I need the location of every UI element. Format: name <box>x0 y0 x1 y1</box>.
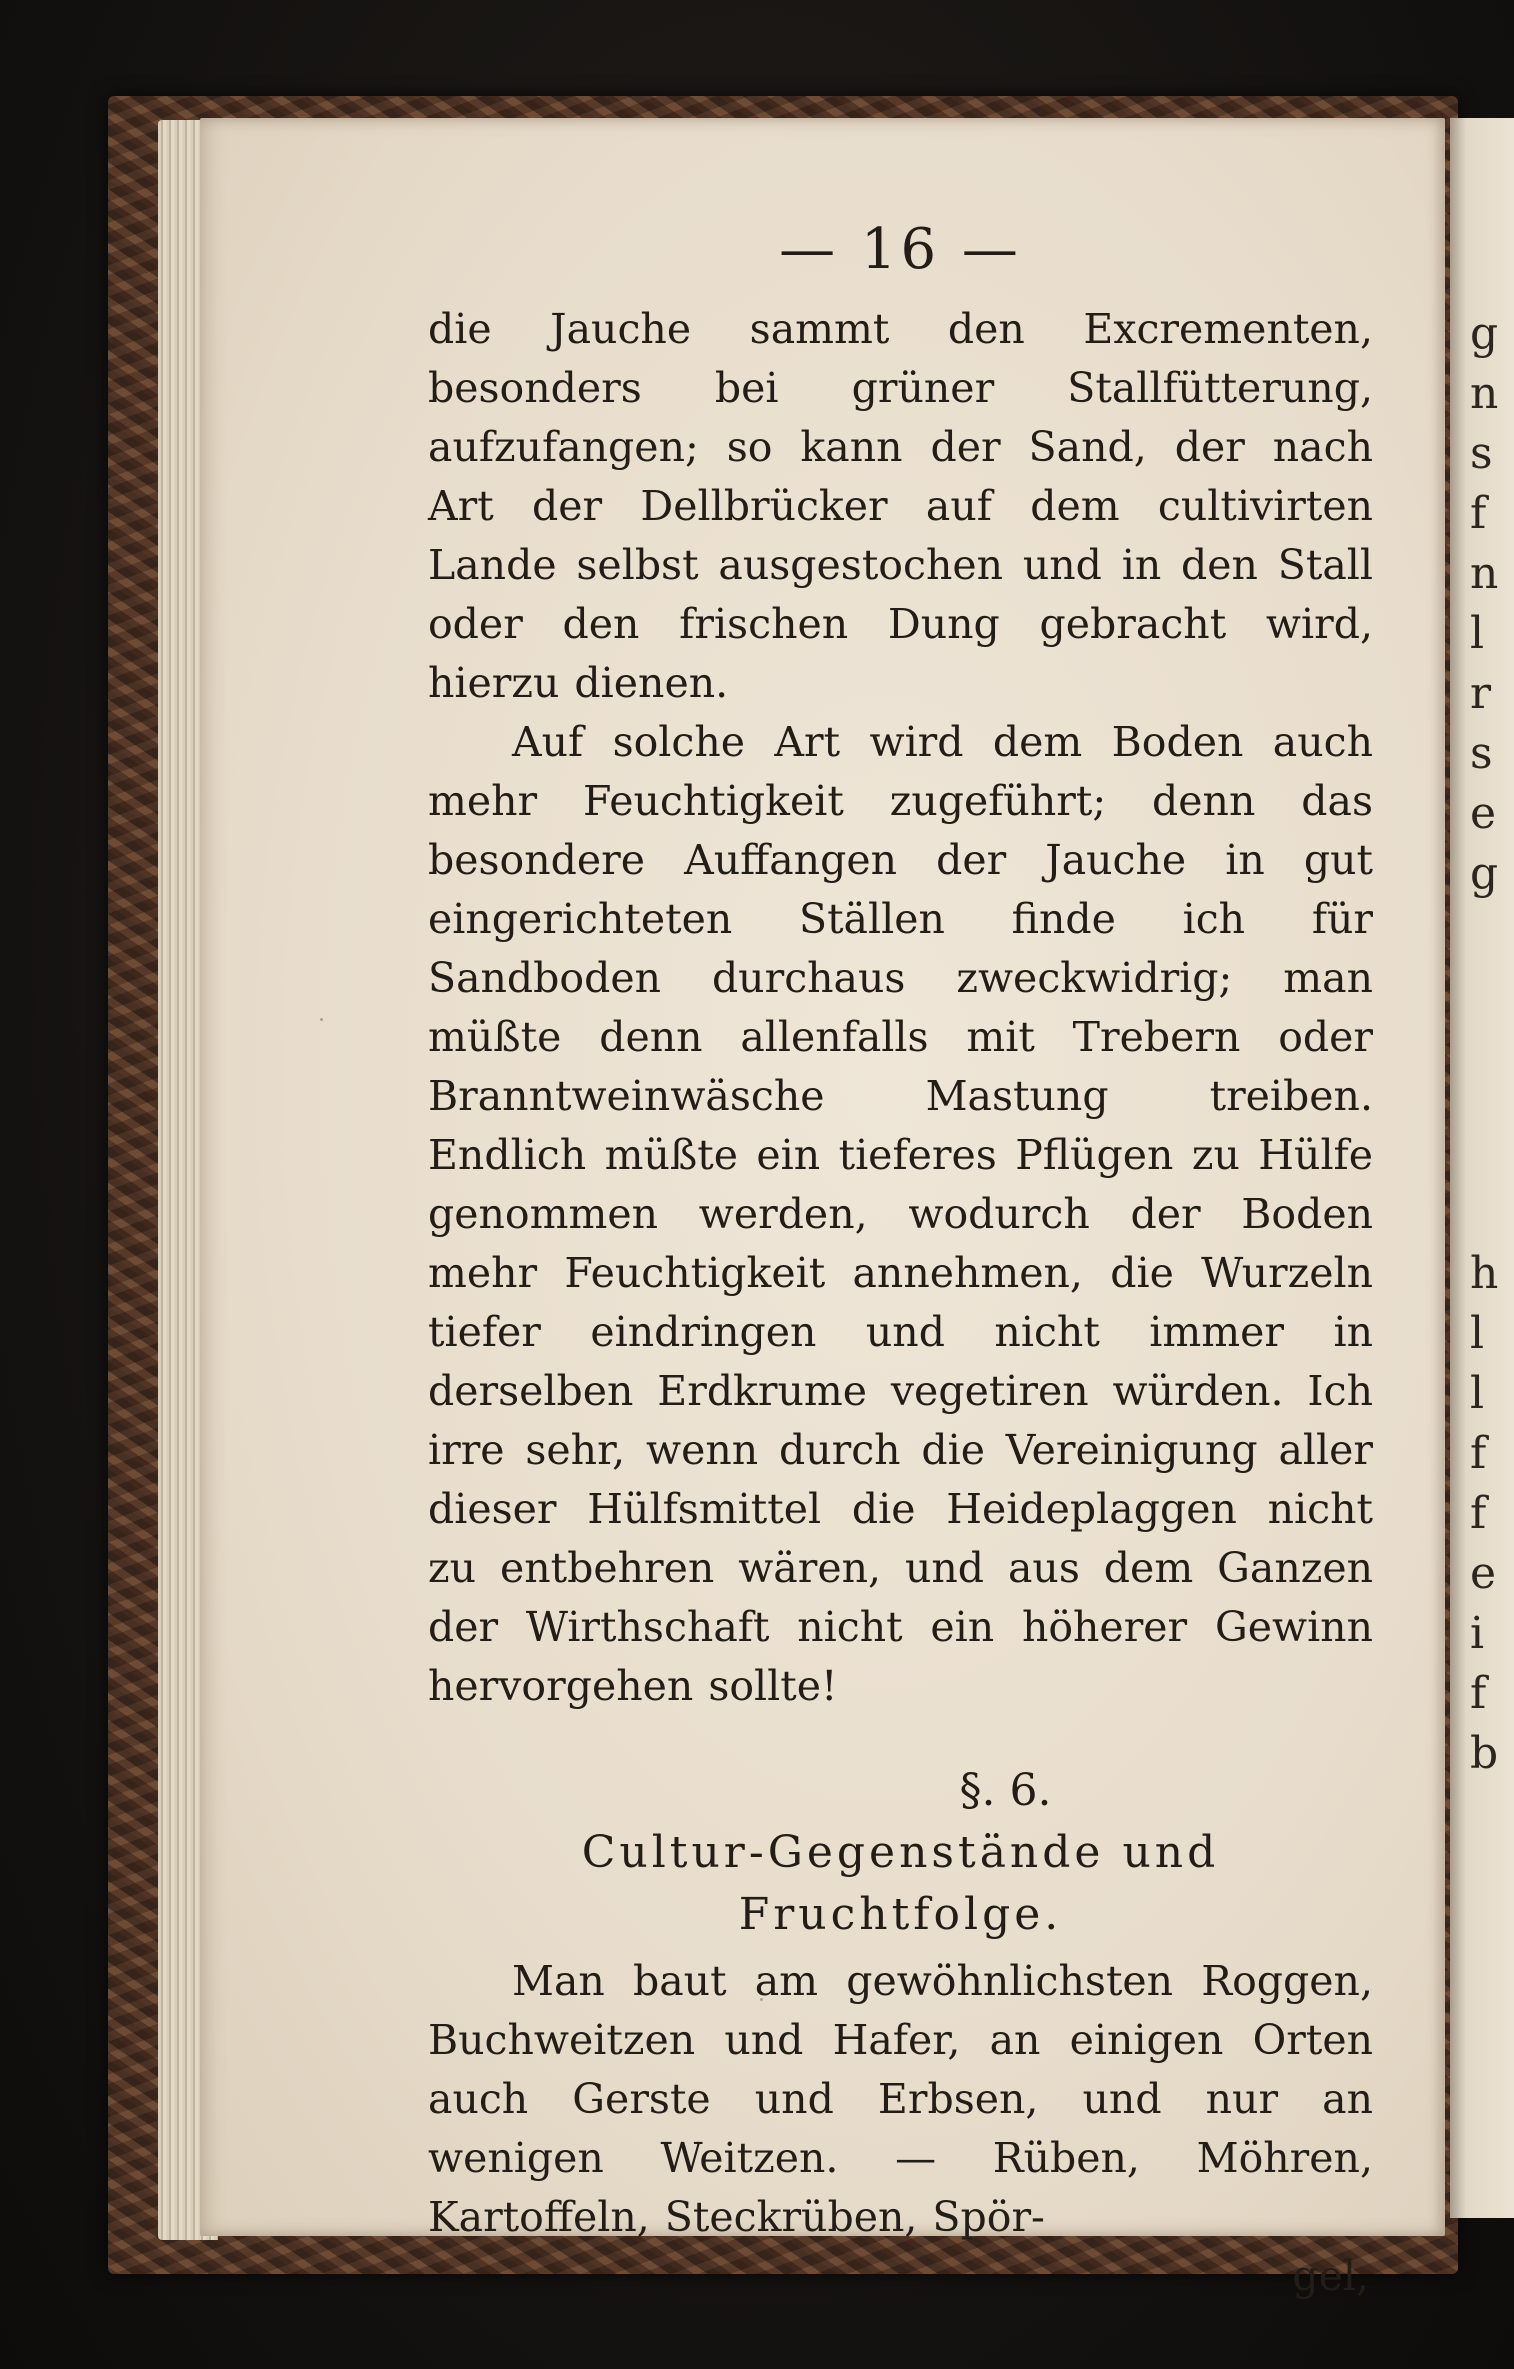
next-page-glyph: s <box>1470 728 1493 779</box>
next-page-glyph: e <box>1470 788 1497 839</box>
next-page-glyph: g <box>1470 308 1499 359</box>
next-page-glyph: i <box>1470 1608 1485 1659</box>
next-page-glyph: n <box>1470 368 1499 419</box>
next-page-glyph: n <box>1470 548 1499 599</box>
paragraph-1: die Jauche sammt den Excrementen, besonders bei grüner Stallfütterung, aufzufangen; so kann der Sand, der nach Art der Dellbrücker auf dem cultivirten Lande selbst ausgestochen und in den Stall oder den frischen Dung gebracht wird, hierzu dienen. <box>428 305 1373 707</box>
next-page-glyph: l <box>1470 1368 1485 1419</box>
next-page-glyph: f <box>1470 1668 1487 1719</box>
next-page-glyph: b <box>1470 1728 1499 1779</box>
next-page-glyph: g <box>1470 848 1499 899</box>
section-title: Cultur-Gegenstände und Fruchtfolge. <box>581 1827 1220 1940</box>
book-page <box>200 118 1445 2300</box>
next-page-glyph: l <box>1470 1308 1485 1359</box>
section-number: §. 6. <box>959 1765 1052 1816</box>
next-page-glyph: h <box>1470 1248 1499 1299</box>
paragraph-2: Auf solche Art wird dem Boden auch mehr Feuchtigkeit zugeführt; denn das besondere Auffangen der Jauche in gut eingerichteten Ställen finde ich für Sandboden durchaus zweckwidrig; man müßte denn allenfalls mit Trebern oder Branntweinwäsche Mastung treiben. Endlich müßte ein tieferes Pflügen zu Hülfe genommen werden, wodurch der Boden mehr Feuchtigkeit annehmen, die Wurzeln tiefer eindringen und nicht immer in derselben Erdkrume vegetiren würden. Ich irre sehr, wenn durch die Vereinigung aller dieser Hülfsmittel die Heideplaggen nicht zu entbehren wären, und aus dem Ganzen der Wirthschaft nicht ein höherer Gewinn hervorgehen sollte! <box>428 718 1373 1710</box>
paper-speck <box>760 1998 763 2001</box>
paper-speck <box>320 1018 323 1021</box>
next-page-glyph: r <box>1470 668 1492 719</box>
next-page-edge <box>1450 118 1514 2218</box>
paper-speck <box>1180 458 1183 461</box>
page-text-block <box>428 210 1373 2306</box>
catchword: gel, <box>1292 2252 1369 2300</box>
page-number-head: — 16 — <box>779 217 1022 282</box>
paragraph-3: Man baut am gewöhnlichsten Roggen, Buchweitzen und Hafer, an einigen Orten auch Gerste und Erbsen, und nur an wenigen Weitzen. — Rüben, Möhren, Kartoffeln, Steckrüben, Spör- <box>428 1957 1373 2241</box>
next-page-glyph: f <box>1470 488 1487 539</box>
next-page-glyph: f <box>1470 1488 1487 1539</box>
next-page-glyph: s <box>1470 428 1493 479</box>
paper-speck <box>1300 1618 1303 1621</box>
next-page-glyph: e <box>1470 1548 1497 1599</box>
next-page-glyph: f <box>1470 1428 1487 1479</box>
next-page-glyph: l <box>1470 608 1485 659</box>
